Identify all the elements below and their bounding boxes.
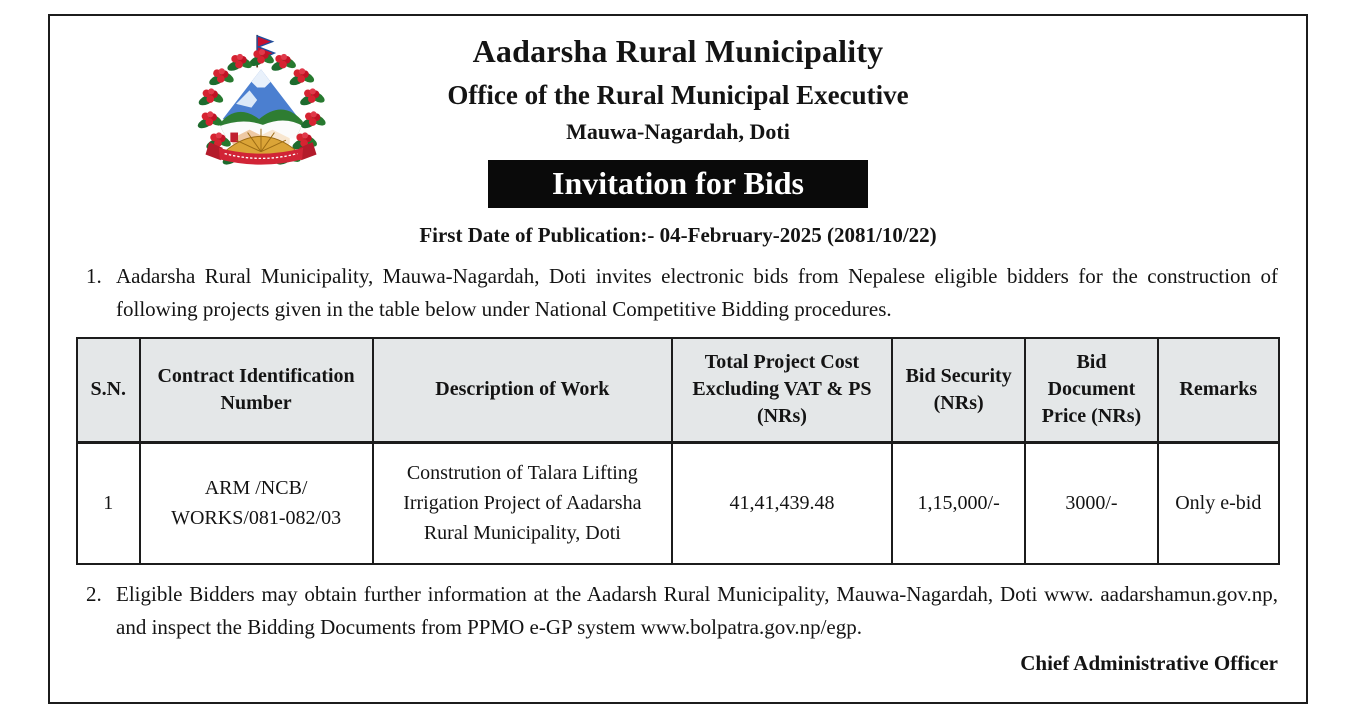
notice-item-1 — [76, 260, 1280, 326]
document-frame — [48, 14, 1308, 704]
col-header-remarks: Remarks — [1158, 338, 1279, 442]
col-header-bid-security: Bid Security (NRs) — [892, 338, 1025, 442]
org-location: Mauwa-Nagardah, Doti — [566, 119, 790, 144]
cell-bid-security: 1,15,000/- — [892, 442, 1025, 564]
cell-sn: 1 — [77, 442, 140, 564]
invitation-banner: Invitation for Bids — [488, 160, 868, 208]
col-header-contract-id: Contract Identification Number — [140, 338, 373, 442]
col-header-sn: S.N. — [77, 338, 140, 442]
table-header-row — [77, 338, 1279, 442]
notice-number: 1. — [86, 264, 102, 288]
col-header-total-cost: Total Project Cost Excluding VAT & PS (NRs) — [672, 338, 892, 442]
org-title: Aadarsha Rural Municipality — [472, 33, 884, 69]
col-header-description: Description of Work — [373, 338, 672, 442]
cell-remarks: Only e-bid — [1158, 442, 1279, 564]
notice-item-2 — [76, 578, 1280, 644]
cell-contract-id: ARM /NCB/ WORKS/081-082/03 — [140, 442, 373, 564]
org-subtitle: Office of the Rural Municipal Executive — [447, 80, 909, 110]
col-header-doc-price: Bid Document Price (NRs) — [1025, 338, 1157, 442]
notice-text: Eligible Bidders may obtain further information at the Aadarsh Rural Municipality, Mauwa-Nagardah, Doti www. aadarshamun.gov.np, and inspect the Bidding Documents from PPMO e-GP system www.bolpatra.gov.np/egp. — [116, 582, 1278, 639]
cell-total-cost: 41,41,439.48 — [672, 442, 892, 564]
cell-doc-price: 3000/- — [1025, 442, 1157, 564]
nepal-emblem-logo — [194, 30, 328, 170]
document-header — [76, 32, 1280, 145]
table-row — [77, 442, 1279, 564]
signoff-title: Chief Administrative Officer — [1020, 651, 1278, 675]
notice-number: 2. — [86, 582, 102, 606]
cell-description: Constrution of Talara Lifting Irrigation Project of Aadarsha Rural Municipality, Doti — [373, 442, 672, 564]
publication-date: First Date of Publication:- 04-February-2025 (2081/10/22) — [419, 223, 937, 247]
bids-table — [76, 337, 1280, 565]
notice-text: Aadarsha Rural Municipality, Mauwa-Nagardah, Doti invites electronic bids from Nepalese eligible bidders for the construction of following projects given in the table below under National Competitive Bidding procedures. — [116, 264, 1278, 321]
